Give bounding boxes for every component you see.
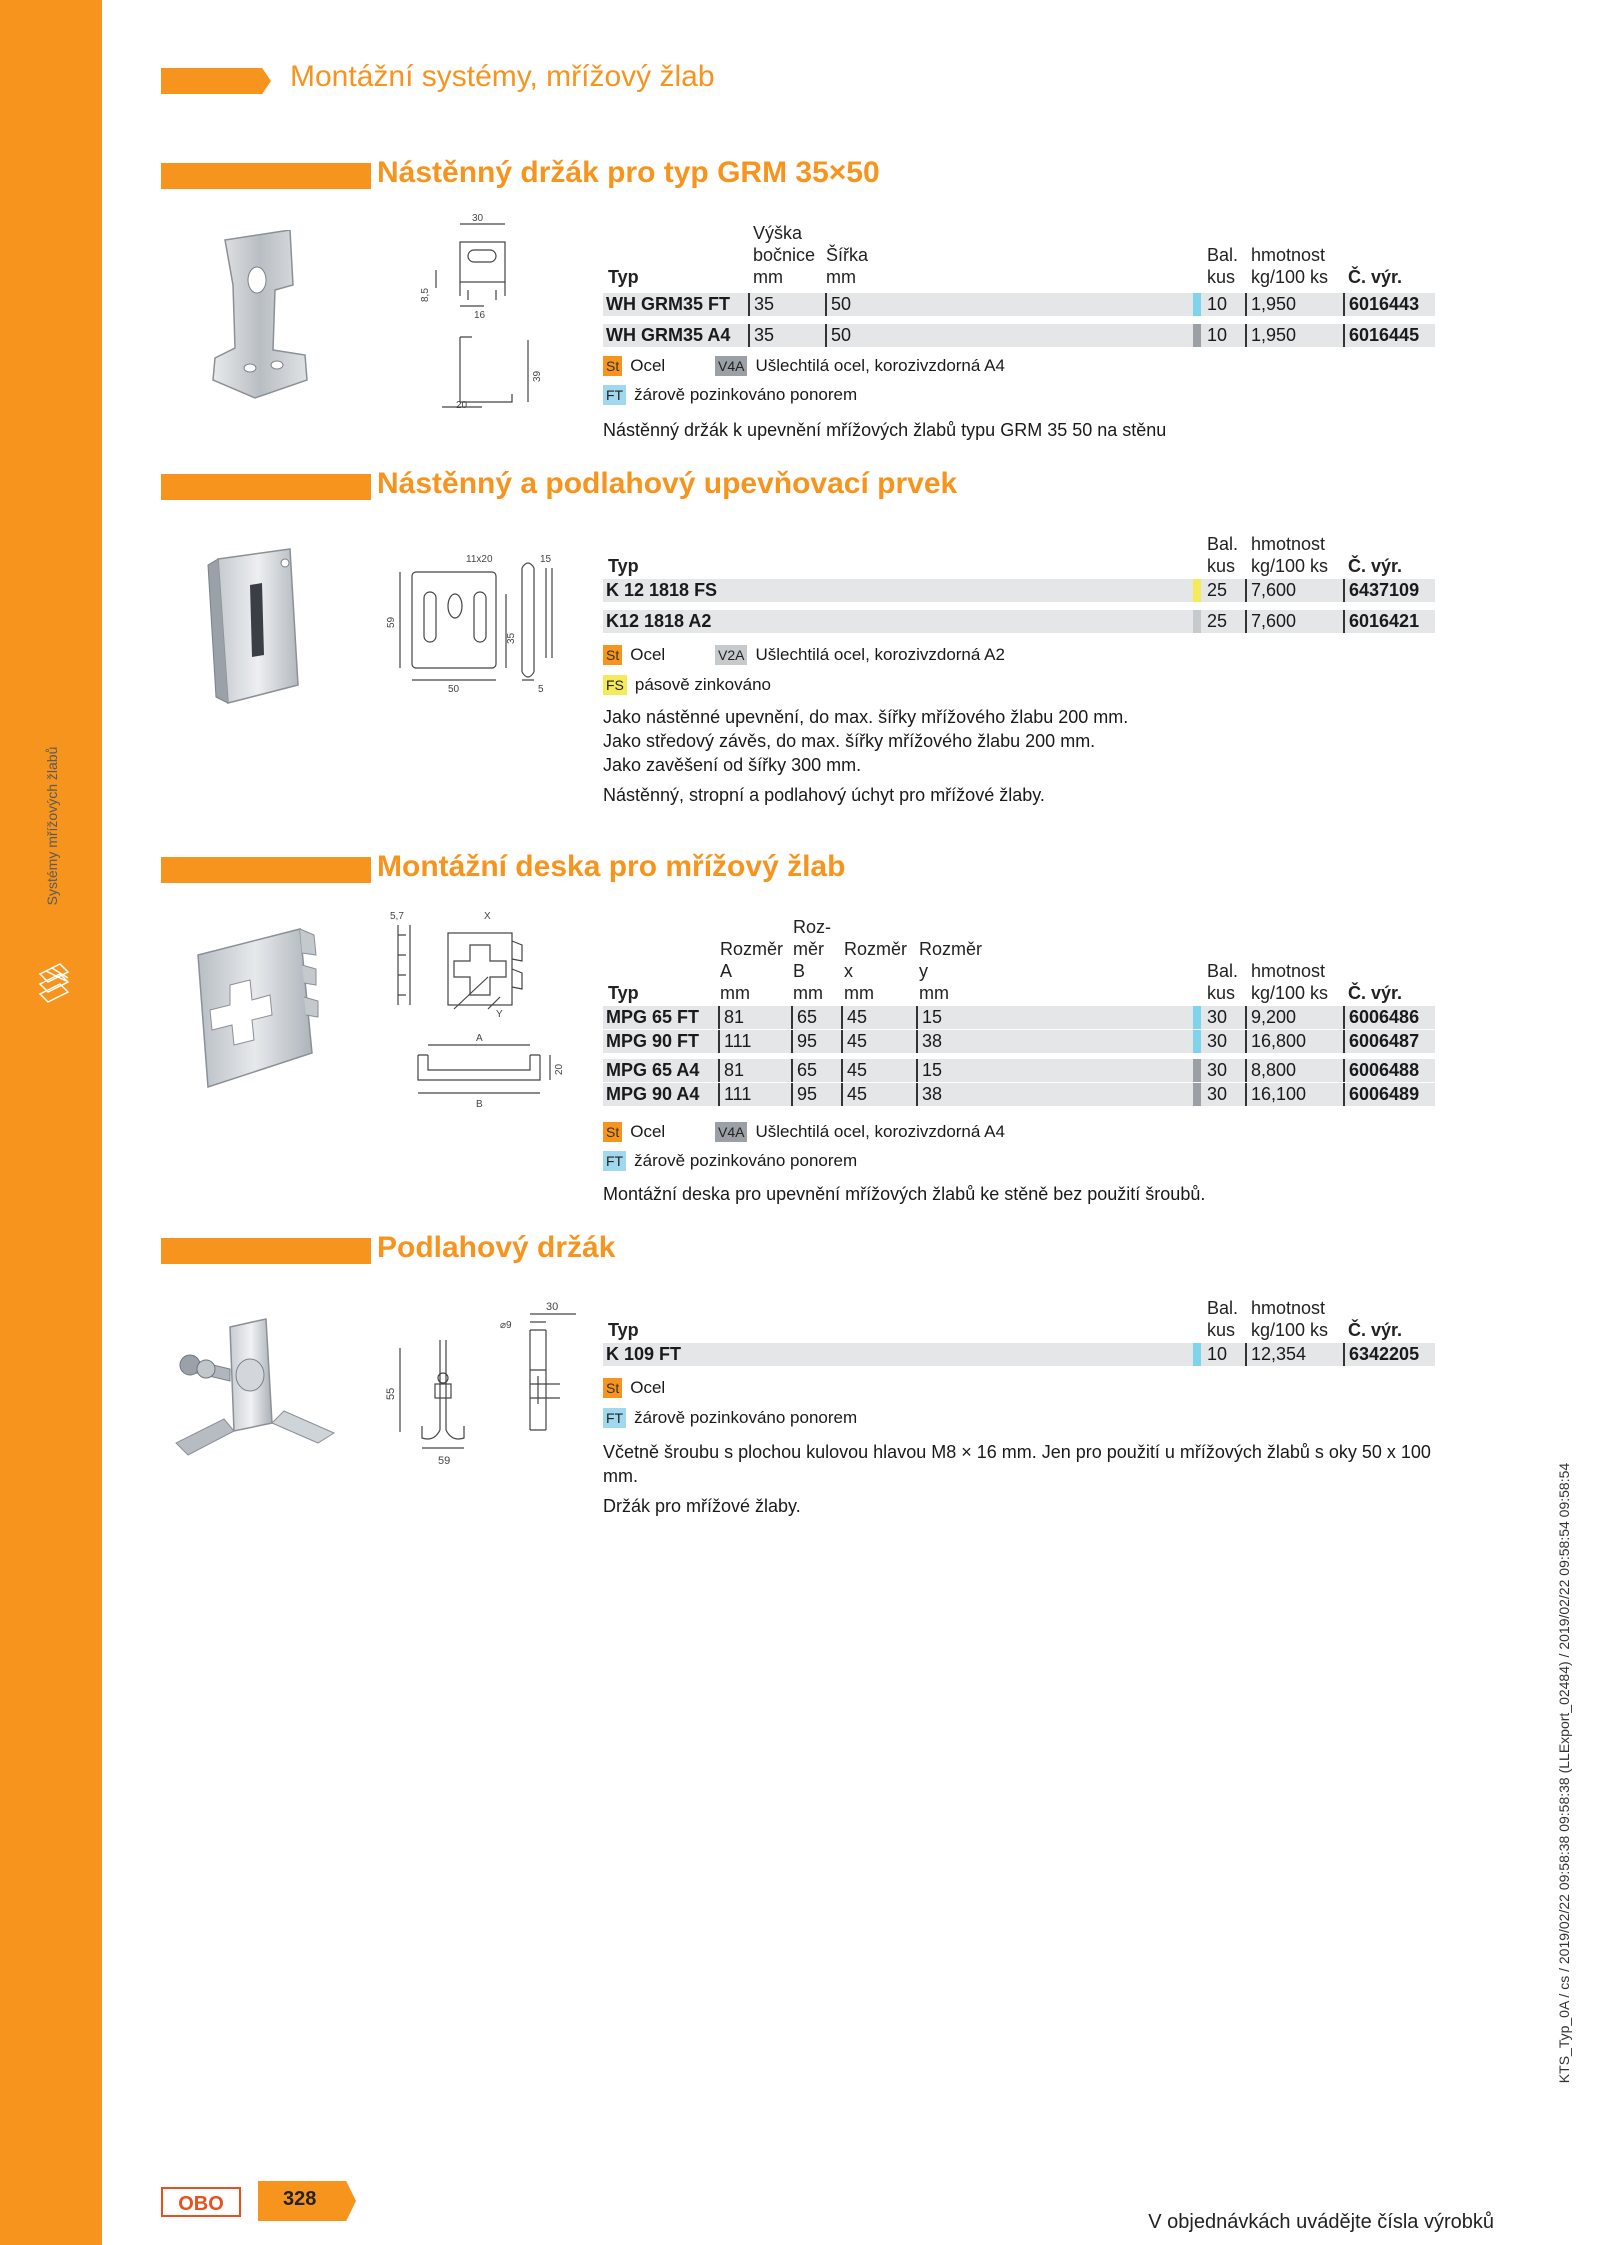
color-marker (1193, 1083, 1201, 1106)
svg-text:OBO: OBO (178, 2193, 224, 2215)
svg-text:15: 15 (540, 554, 552, 565)
material-ft: FT žárově pozinkováno ponorem (603, 1408, 857, 1428)
svg-text:30: 30 (546, 1301, 559, 1313)
description: Jako nástěnné upevnění, do max. šířky mřížového žlabu 200 mm. Jako středový závěs, do max. šířky mřížového žlabu 200 mm. Jako zavěšení od šířky 300 mm. Nástěnný, stropní a podlahový úchyt pro mřížové žlaby. (603, 707, 1129, 805)
material-st: St Ocel (603, 356, 680, 376)
svg-text:59: 59 (438, 1455, 451, 1467)
svg-text:20: 20 (456, 400, 468, 411)
svg-text:20: 20 (554, 1063, 565, 1075)
material-st: St Ocel (603, 645, 665, 665)
product-table: Bal. hmotnost Typ kus kg/100 ks Č. výr. K 109 FT 10 12,354 6342205 (603, 1297, 1435, 1369)
table-row: MPG 65 FT 81 65 45 15 30 9,200 6006486 (603, 1006, 1435, 1029)
table-row: MPG 65 A4 81 65 45 15 30 8,800 6006488 (603, 1059, 1435, 1082)
table-row: K12 1818 A2 25 7,600 6016421 (603, 610, 1435, 633)
svg-text:30: 30 (472, 213, 484, 224)
product-table: Bal. hmotnost Typ kus kg/100 ks Č. výr. K 12 1818 FS 25 7,600 6437109 K12 1818 A2 25 7,600 6016421 (603, 533, 1435, 636)
footer-note: V objednávkách uvádějte čísla výrobků (1148, 2211, 1494, 2233)
table-row: WH GRM35 A4 35 50 10 1,950 6016445 (603, 324, 1435, 347)
section-title: Nástěnný a podlahový upevňovací prvek (377, 467, 958, 500)
color-marker (1193, 1059, 1201, 1082)
svg-text:5: 5 (538, 684, 544, 695)
svg-text:16: 16 (474, 310, 486, 321)
material-v2a: V2A Ušlechtilá ocel, korozivzdorná A2 (715, 645, 1005, 665)
description: Nástěnný držák k upevnění mřížových žlabů typu GRM 35 50 na stěnu (603, 420, 1167, 440)
svg-text:50: 50 (448, 684, 460, 695)
color-marker (1193, 579, 1201, 602)
color-marker (1193, 324, 1201, 347)
svg-text:59: 59 (386, 616, 397, 628)
table-row: MPG 90 FT 111 95 45 38 30 16,800 6006487 (603, 1030, 1435, 1053)
table-row: K 12 1818 FS 25 7,600 6437109 (603, 579, 1435, 602)
floor-bracket-photo (168, 1315, 343, 1465)
color-marker (1193, 293, 1201, 316)
color-marker (1193, 610, 1201, 633)
technical-drawing (380, 548, 570, 698)
table-row: K 109 FT 10 12,354 6342205 (603, 1343, 1435, 1366)
wall-bracket-photo (195, 230, 325, 400)
product-table: Roz- Rozměr měr Rozměr Rozměr A B x y Bal. hmotnost Typ mm mm mm mm kus kg/100 ks Č. výr. MPG 65 FT 81 65 45 15 30 9,200 6006486 MPG 90 FT 111 95 45 38 30 16,800 6006487 MPG 65 A4 81 65 45 15 30 8,800 6006488 MPG 90 A4 111 95 45 38 30 16,100 6006489 (603, 916, 1435, 1109)
svg-text:A: A (476, 1033, 483, 1044)
svg-text:39: 39 (532, 370, 543, 382)
material-v4a: V4A Ušlechtilá ocel, korozivzdorná A4 (715, 356, 1005, 376)
color-marker (1193, 1006, 1201, 1029)
fixing-element-photo (200, 545, 305, 705)
table-row: MPG 90 A4 111 95 45 38 30 16,100 6006489 (603, 1083, 1435, 1106)
material-fs: FS pásově zinkováno (603, 675, 771, 695)
export-metadata: KTS_Typ_0A / cs / 2019/02/22 09:58:38 09:58:38 (LLExport_02484) / 2019/02/22 09:58:54 09:58:54 (1556, 1462, 1572, 2084)
obo-logo (161, 2186, 241, 2218)
header-bar (161, 68, 271, 94)
cable-tray-icon (38, 960, 70, 1008)
page-number: 328 (283, 2188, 317, 2210)
page-header: Montážní systémy, mřížový žlab (290, 60, 715, 93)
svg-text:Y: Y (496, 1009, 503, 1020)
section-bar (161, 1238, 371, 1264)
material-st: St Ocel (603, 1122, 665, 1142)
section-bar (161, 163, 371, 189)
technical-drawing (388, 905, 568, 1115)
svg-text:⌀9: ⌀9 (500, 1320, 512, 1331)
mounting-plate-photo (190, 925, 320, 1090)
section-title: Podlahový držák (377, 1231, 616, 1264)
svg-text:X: X (484, 911, 491, 922)
description: Montážní deska pro upevnění mřížových žlabů ke stěně bez použití šroubů. (603, 1184, 1206, 1204)
svg-text:11x20: 11x20 (466, 554, 493, 565)
technical-drawing (420, 212, 545, 412)
side-label: Systémy mřížových žlabů (44, 746, 60, 906)
material-ft: FT žárově pozinkováno ponorem (603, 1151, 857, 1171)
section-bar (161, 474, 371, 500)
table-row: WH GRM35 FT 35 50 10 1,950 6016443 (603, 293, 1435, 316)
svg-text:55: 55 (385, 1387, 397, 1400)
color-marker (1193, 1343, 1201, 1366)
description: Včetně šroubu s plochou kulovou hlavou M8 × 16 mm. Jen pro použití u mřížových žlabů s oky 50 x 100 mm. Držák pro mřížové žlaby. (603, 1442, 1431, 1516)
svg-text:8,5: 8,5 (420, 288, 431, 302)
color-marker (1193, 1030, 1201, 1053)
material-v4a: V4A Ušlechtilá ocel, korozivzdorná A4 (715, 1122, 1005, 1142)
section-title: Montážní deska pro mřížový žlab (377, 850, 846, 883)
section-title: Nástěnný držák pro typ GRM 35×50 (377, 156, 880, 189)
material-st: St Ocel (603, 1378, 665, 1398)
svg-text:B: B (476, 1099, 483, 1110)
technical-drawing (380, 1300, 590, 1480)
svg-text:5,7: 5,7 (390, 911, 404, 922)
svg-text:35: 35 (506, 632, 517, 644)
section-bar (161, 857, 371, 883)
orange-sidebar (0, 0, 102, 2245)
product-table: Výška bočnice Šířka Typ mm mm Bal. hmotnost kus kg/100 ks Č. výr. WH GRM35 FT 35 50 10 1,950 6016443 WH GRM35 A4 35 50 10 1,950 6016445 (603, 222, 1435, 350)
material-ft: FT žárově pozinkováno ponorem (603, 385, 857, 405)
